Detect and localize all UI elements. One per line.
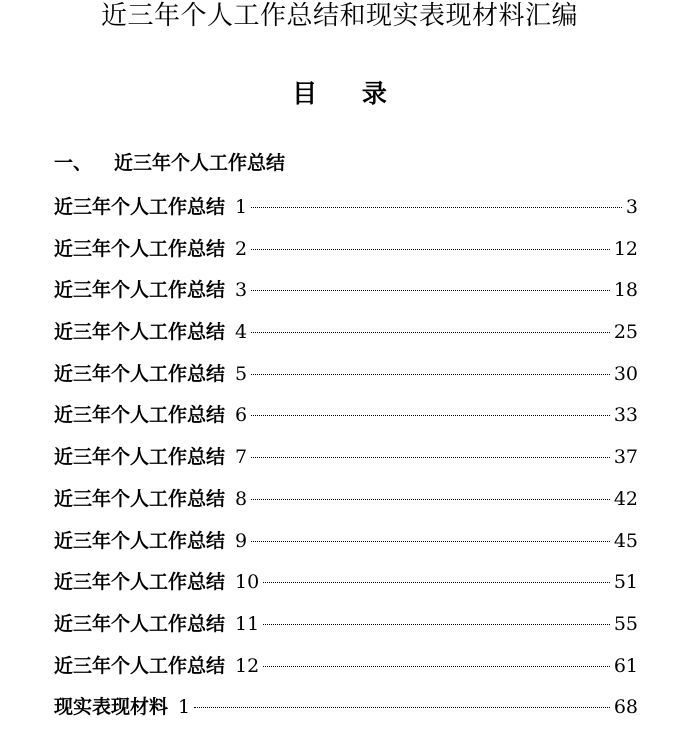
toc-entry-title: 近三年个人工作总结 <box>54 404 226 427</box>
toc-heading: 目 录 <box>292 79 405 108</box>
toc-entry[interactable] <box>54 354 638 396</box>
toc-entry-number: 4 <box>235 321 248 344</box>
document-title: 近三年个人工作总结和现实表现材料汇编 <box>100 1 578 31</box>
toc-entry[interactable] <box>54 437 638 479</box>
toc-entry[interactable] <box>54 270 638 312</box>
toc-entry-number: 12 <box>235 654 260 677</box>
toc-entry-number: 1 <box>178 696 191 719</box>
toc-entry-number: 7 <box>235 446 248 469</box>
toc-entry-number: 6 <box>235 404 248 427</box>
toc-entry-title: 近三年个人工作总结 <box>54 529 226 552</box>
toc-entry-title: 现实表现材料 <box>54 696 169 719</box>
section-heading <box>54 150 285 176</box>
toc-entry-title: 近三年个人工作总结 <box>54 321 226 344</box>
section-number: 一、 <box>54 152 93 174</box>
toc-entry-page: 33 <box>613 404 638 427</box>
dot-leader <box>251 415 610 416</box>
toc-entry-page: 45 <box>613 529 638 552</box>
toc-entry-title: 近三年个人工作总结 <box>54 654 226 677</box>
dot-leader <box>251 541 610 542</box>
toc-entry-number: 1 <box>235 196 248 218</box>
toc-entry-title: 近三年个人工作总结 <box>54 446 226 469</box>
toc-entry-page: 61 <box>613 654 638 677</box>
toc-entry-title: 近三年个人工作总结 <box>54 279 226 302</box>
dot-leader <box>251 457 610 458</box>
toc-entry-number: 10 <box>235 571 260 594</box>
toc-entry[interactable] <box>54 479 638 521</box>
toc-entry-page: 37 <box>613 446 638 469</box>
toc-entry-title: 近三年个人工作总结 <box>54 487 226 510</box>
toc-entry[interactable] <box>54 395 638 437</box>
dot-leader <box>251 499 610 500</box>
toc-entry-number: 3 <box>235 279 248 302</box>
toc-entry-title: 近三年个人工作总结 <box>54 196 226 218</box>
toc-entry[interactable] <box>54 646 638 688</box>
toc-entry-number: 11 <box>235 612 260 635</box>
toc-entry-page: 12 <box>613 237 638 260</box>
toc-entry-number: 9 <box>235 529 248 552</box>
toc-list <box>54 187 638 729</box>
toc-entry-title: 近三年个人工作总结 <box>54 237 226 260</box>
toc-entry-page: 3 <box>625 196 638 218</box>
toc-entry-number: 5 <box>235 362 248 385</box>
dot-leader <box>251 332 610 333</box>
toc-entry[interactable] <box>54 604 638 646</box>
dot-leader <box>263 624 610 625</box>
toc-entry-number: 2 <box>235 237 248 260</box>
dot-leader <box>194 707 610 708</box>
toc-entry[interactable] <box>54 521 638 563</box>
dot-leader <box>251 290 610 291</box>
dot-leader <box>263 582 610 583</box>
toc-entry-title: 近三年个人工作总结 <box>54 362 226 385</box>
dot-leader <box>263 666 610 667</box>
toc-entry-page: 42 <box>613 487 638 510</box>
dot-leader <box>251 374 610 375</box>
toc-entry-title: 近三年个人工作总结 <box>54 571 226 594</box>
toc-entry[interactable] <box>54 687 638 729</box>
toc-entry-number: 8 <box>235 487 248 510</box>
toc-entry-title: 近三年个人工作总结 <box>54 612 226 635</box>
toc-entry-page: 55 <box>613 612 638 635</box>
toc-entry[interactable] <box>54 187 638 229</box>
toc-entry[interactable] <box>54 562 638 604</box>
toc-entry[interactable] <box>54 229 638 271</box>
dot-leader <box>251 207 622 208</box>
toc-entry-page: 25 <box>613 321 638 344</box>
section-title: 近三年个人工作总结 <box>114 152 286 174</box>
dot-leader <box>251 249 610 250</box>
toc-entry-page: 30 <box>613 362 638 385</box>
toc-entry-page: 68 <box>613 696 638 719</box>
toc-entry-page: 18 <box>613 279 638 302</box>
toc-entry[interactable] <box>54 312 638 354</box>
toc-entry-page: 51 <box>613 571 638 594</box>
